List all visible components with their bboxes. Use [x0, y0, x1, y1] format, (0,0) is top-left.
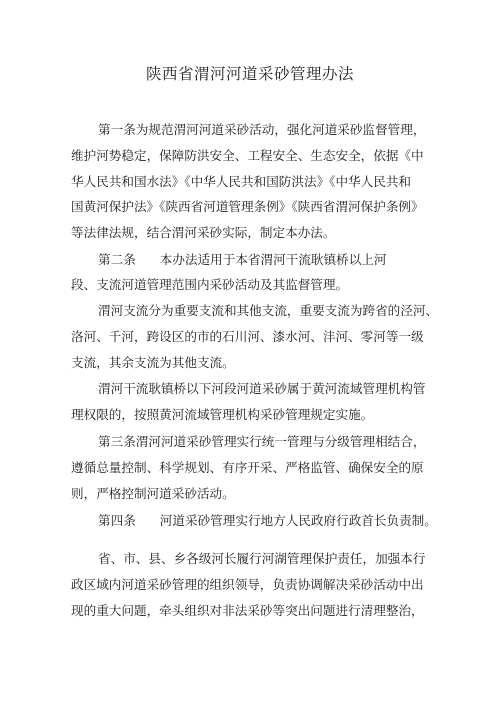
article-2-heading: 第二条 — [98, 252, 136, 267]
article-2-line-2: 段、支流河道管理范围内采砂活动及其监督管理。 — [71, 277, 349, 292]
article-3-line-2: 遵循总量控制、科学规划、有序开采、严格监管、确保安全的原 — [71, 460, 424, 475]
article-2-text: 本办法适用于本省渭河干流耿镇桥以上河 — [159, 252, 387, 267]
article-1-line-5: 等法律法规，结合渭河采砂实际，制定本办法。 — [71, 225, 336, 240]
article-1-line-4: 国黄河保护法》《陕西省河道管理条例》《陕西省渭河保护条例》 — [71, 199, 424, 214]
article-3-line-1: 第三条渭河河道采砂管理实行统一管理与分级管理相结合， — [98, 434, 426, 449]
river-chief-line-3: 现的重大问题，牵头组织对非法采砂等突出问题进行清理整治， — [71, 603, 424, 618]
river-chief-line-1: 省、市、县、乡各级河长履行河湖管理保护责任，加强本行 — [98, 551, 426, 566]
article-4-line-1 — [98, 510, 437, 529]
river-chief-line-2: 政区域内河道采砂管理的组织领导，负责协调解决采砂活动中出 — [71, 577, 424, 592]
article-1-line-3: 华人民共和国水法》《中华人民共和国防洪法》《中华人民共和 — [71, 174, 412, 189]
tributary-line-3: 支流，其余支流为其他支流。 — [71, 355, 235, 370]
yellow-river-line-1: 渭河干流耿镇桥以下河段河道采砂属于黄河流域管理机构管 — [98, 381, 426, 396]
tributary-line-1: 渭河支流分为重要支流和其他支流，重要支流为跨省的泾河、 — [98, 303, 439, 318]
document-title: 陕西省渭河河道采砂管理办法 — [145, 65, 354, 83]
article-4-text: 河道采砂管理实行地方人民政府行政首长负责制。 — [159, 513, 437, 528]
article-2-line-1 — [98, 249, 386, 268]
tributary-line-2: 洛河、千河，跨设区的市的石川河、漆水河、沣河、零河等一级 — [71, 329, 424, 344]
article-1-line-2: 维护河势稳定，保障防洪安全、工程安全、生态安全，依据《中 — [71, 148, 424, 163]
article-4-heading: 第四条 — [98, 513, 136, 528]
article-1-line-1: 第一条为规范渭河河道采砂活动，强化河道采砂监督管理， — [98, 122, 426, 137]
article-3-line-3: 则，严格控制河道采砂活动。 — [71, 486, 235, 501]
yellow-river-line-2: 理权限的，按照黄河流域管理机构采砂管理规定实施。 — [71, 407, 374, 422]
